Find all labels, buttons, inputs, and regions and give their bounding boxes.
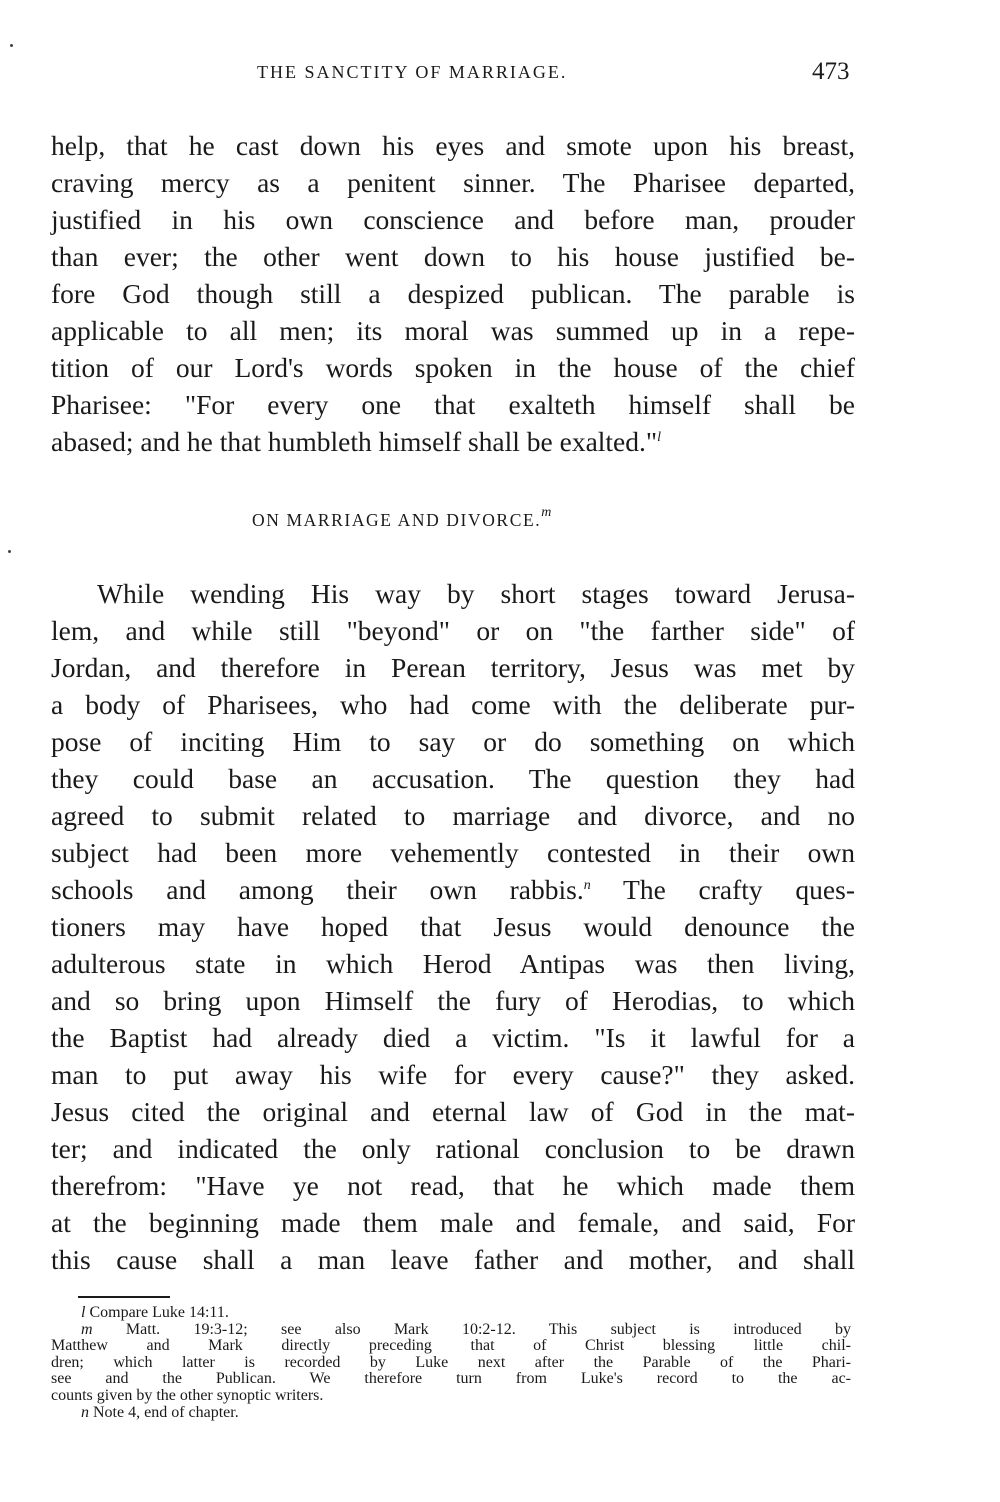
text-line: the Baptist had already died a victim. "Is it lawful for a bbox=[51, 1022, 855, 1053]
text-line: they could base an accusation. The question they had bbox=[51, 763, 855, 794]
footnote-line: dren; which latter is recorded by Luke next after the Parable of the Phari- bbox=[51, 1353, 851, 1371]
text-line: agreed to submit related to marriage and divorce, and no bbox=[51, 800, 855, 831]
text-line: craving mercy as a penitent sinner. The Pharisee departed, bbox=[51, 167, 855, 198]
text-line: adulterous state in which Herod Antipas was then living, bbox=[51, 948, 855, 979]
scan-speck bbox=[8, 550, 11, 553]
text-line: therefrom: "Have ye not read, that he which made them bbox=[51, 1170, 855, 1201]
paragraph-2 bbox=[51, 575, 855, 1278]
section-heading bbox=[252, 505, 553, 531]
scan-speck bbox=[10, 44, 13, 47]
footnote-text: Note 4, end of chapter. bbox=[93, 1403, 239, 1421]
text-line: pose of inciting Him to say or do something on which bbox=[51, 726, 855, 757]
footnotes bbox=[51, 1305, 851, 1421]
footnote-line: see and the Publican. We therefore turn from Luke's record to the ac- bbox=[51, 1370, 851, 1388]
footnote-divider bbox=[78, 1296, 170, 1298]
text-line: man to put away his wife for every cause?" they asked. bbox=[51, 1059, 855, 1090]
text-line: than ever; the other went down to his house justified be- bbox=[51, 241, 855, 272]
text-line-content: abased; and he that humbleth himself shall be exalted." bbox=[51, 426, 658, 457]
footnote-mark: n bbox=[81, 1403, 89, 1421]
footnote-l bbox=[51, 1305, 851, 1322]
section-heading-text: ON MARRIAGE AND DIVORCE. bbox=[252, 510, 542, 530]
text-line: While wending His way by short stages toward Jerusa- bbox=[97, 578, 855, 609]
footnote-mark: l bbox=[81, 1304, 86, 1321]
footnote-ref-l: l bbox=[657, 430, 662, 445]
paragraph-1 bbox=[51, 127, 855, 460]
text-line: and so bring upon Himself the fury of Herodias, to which bbox=[51, 985, 855, 1016]
footnote-text: Compare Luke 14:11. bbox=[89, 1304, 229, 1321]
running-head: THE SANCTITY OF MARRIAGE. bbox=[257, 62, 568, 82]
text-line: lem, and while still "beyond" or on "the farther side" of bbox=[51, 615, 855, 646]
footnote-line: counts given by the other synoptic writers. bbox=[51, 1386, 324, 1404]
text-line: tition of our Lord's words spoken in the house of the chief bbox=[51, 352, 855, 383]
text-line: a body of Pharisees, who had come with the deliberate pur- bbox=[51, 689, 855, 720]
footnote-mark: m bbox=[81, 1320, 93, 1338]
text-line: help, that he cast down his eyes and smote upon his breast, bbox=[51, 130, 855, 161]
footnote-line: Matthew and Mark directly preceding that of Christ blessing little chil- bbox=[51, 1337, 851, 1355]
text-line-continuation: The crafty ques- bbox=[623, 874, 855, 905]
footnote-n bbox=[51, 1405, 851, 1422]
text-line: fore God though still a despized publican. The parable is bbox=[51, 278, 855, 309]
text-line: Jesus cited the original and eternal law of God in the mat- bbox=[51, 1096, 855, 1127]
page-number: 473 bbox=[812, 58, 850, 85]
text-line: this cause shall a man leave father and mother, and shall bbox=[51, 1244, 855, 1275]
text-line: Jordan, and therefore in Perean territory, Jesus was met by bbox=[51, 652, 855, 683]
text-line: at the beginning made them male and female, and said, For bbox=[51, 1207, 855, 1238]
footnote-text: Matt. 19:3-12; see also Mark 10:2-12. This subject is introduced by bbox=[125, 1320, 852, 1338]
text-line: ter; and indicated the only rational conclusion to be drawn bbox=[51, 1133, 855, 1164]
text-line bbox=[51, 423, 855, 460]
footnote-ref-n: n bbox=[583, 878, 591, 893]
text-line bbox=[51, 871, 855, 908]
text-line: tioners may have hoped that Jesus would denounce the bbox=[51, 911, 855, 942]
text-line-content: schools and among their own rabbis. bbox=[51, 874, 584, 905]
text-line: Pharisee: "For every one that exalteth himself shall be bbox=[51, 389, 855, 420]
text-line: justified in his own conscience and before man, prouder bbox=[51, 204, 855, 235]
footnote-m bbox=[51, 1322, 851, 1339]
footnote-ref-m: m bbox=[541, 505, 553, 520]
text-line: subject had been more vehemently contested in their own bbox=[51, 837, 855, 868]
text-line: applicable to all men; its moral was summed up in a repe- bbox=[51, 315, 855, 346]
